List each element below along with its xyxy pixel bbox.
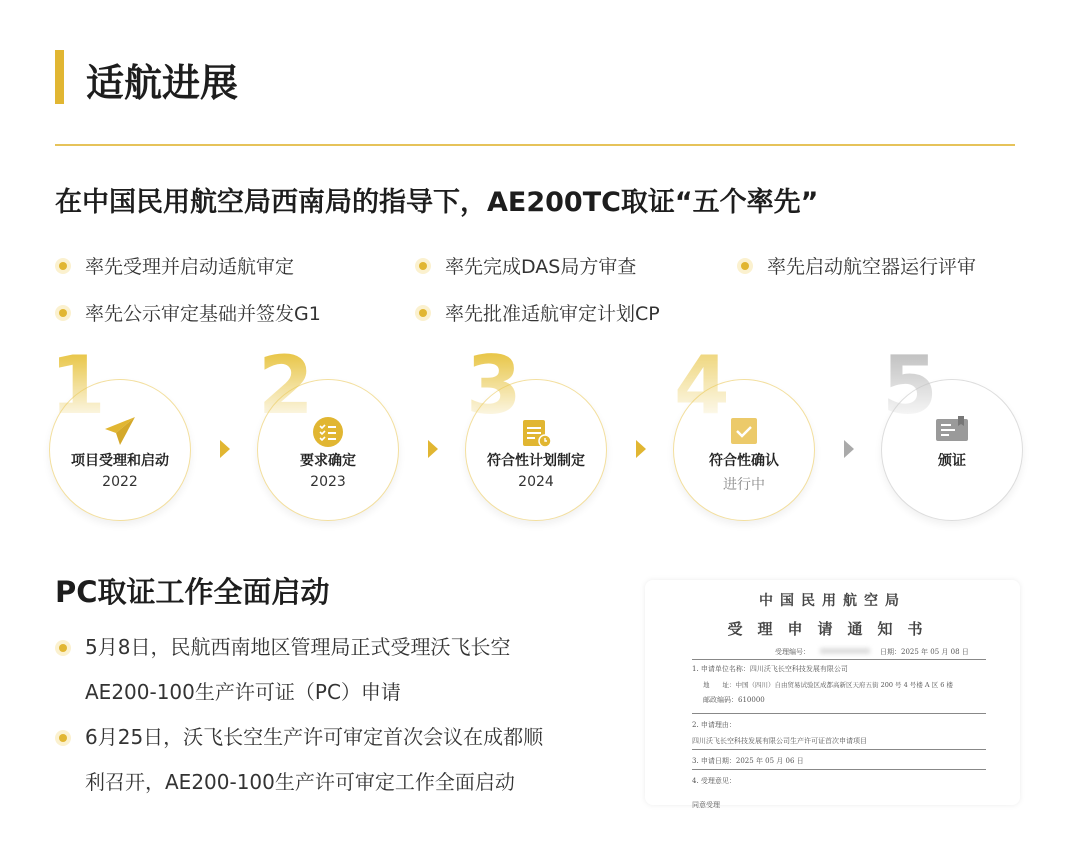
title-accent-bar: [55, 50, 64, 104]
step-label: 要求确定: [300, 453, 356, 469]
doc-row: 同意受理: [692, 801, 720, 809]
arrow-right-icon: [220, 440, 230, 458]
doc-number: 受理编号：: [775, 648, 810, 656]
bullet-icon: [55, 640, 71, 656]
pc-text: 6月25日，沃飞长空生产许可审定首次会议在成都顺: [85, 725, 544, 749]
first-item: [737, 252, 976, 279]
first-text: 率先批准适航审定计划CP: [445, 303, 660, 325]
divider: [55, 144, 1015, 146]
first-text: 率先受理并启动适航审定: [85, 256, 295, 278]
doc-date: 日期：2025 年 05 月 08 日: [880, 648, 969, 656]
acceptance-notice-image: [645, 580, 1020, 809]
bullet-icon: [55, 305, 71, 321]
bullet-icon: [55, 258, 71, 274]
bullet-icon: [415, 258, 431, 274]
first-item: [415, 299, 660, 326]
page-title: 适航进展: [86, 61, 239, 105]
doc-row: 2. 申请理由：: [692, 721, 736, 729]
bullet-icon: [55, 730, 71, 746]
arrow-right-icon: [844, 440, 854, 458]
first-item: [415, 252, 636, 279]
arrow-right-icon: [636, 440, 646, 458]
step-number: 4: [674, 339, 730, 432]
doc-row: 1. 申请单位名称：四川沃飞长空科技发展有限公司: [692, 665, 848, 673]
step-year: 2024: [518, 474, 554, 490]
step-number: 2: [258, 339, 314, 432]
first-item: [55, 252, 294, 279]
doc-row: 四川沃飞长空科技发展有限公司生产许可证首次申请项目: [692, 737, 867, 745]
doc-subtitle: 受理申请通知书: [727, 620, 938, 638]
first-text: 率先公示审定基础并签发G1: [85, 303, 321, 325]
doc-row: 邮政编码：610000: [703, 696, 765, 704]
bullet-icon: [737, 258, 753, 274]
pc-text: 利召开，AE200-100生产许可审定工作全面启动: [85, 770, 515, 794]
step-year: 2022: [102, 474, 138, 490]
doc-row: 4. 受理意见：: [692, 777, 736, 785]
pc-item: [55, 625, 543, 670]
doc-title: 中国民用航空局: [759, 593, 906, 609]
step-number: 3: [466, 339, 522, 432]
first-text: 率先启动航空器运行评审: [767, 256, 977, 278]
step-label: 符合性确认: [709, 453, 779, 469]
step-year: 2023: [310, 474, 346, 490]
pc-item: [55, 715, 543, 760]
arrow-right-icon: [428, 440, 438, 458]
bullet-icon: [415, 305, 431, 321]
first-item: [55, 299, 321, 326]
step-label: 符合性计划制定: [487, 453, 585, 469]
step-number: 5: [882, 339, 938, 432]
step-label: 项目受理和启动: [71, 453, 169, 469]
pc-text: AE200-100生产许可证（PC）申请: [85, 680, 401, 704]
step-number: 1: [50, 339, 106, 432]
step-year: 进行中: [723, 477, 765, 493]
first-text: 率先完成DAS局方审查: [445, 256, 637, 278]
subtitle: 在中国民用航空局西南局的指导下，AE200TC取证“五个率先”: [55, 187, 819, 218]
pc-heading: PC取证工作全面启动: [55, 575, 330, 609]
doc-row: 3. 申请日期：2025 年 05 月 06 日: [692, 757, 804, 765]
pc-text: 5月8日，民航西南地区管理局正式受理沃飞长空: [85, 635, 511, 659]
step-label: 颁证: [938, 453, 966, 469]
doc-row: 地 址：中国（四川）自由贸易试验区成都高新区天府五街 200 号 4 号楼 A 区 6 楼: [703, 681, 953, 689]
